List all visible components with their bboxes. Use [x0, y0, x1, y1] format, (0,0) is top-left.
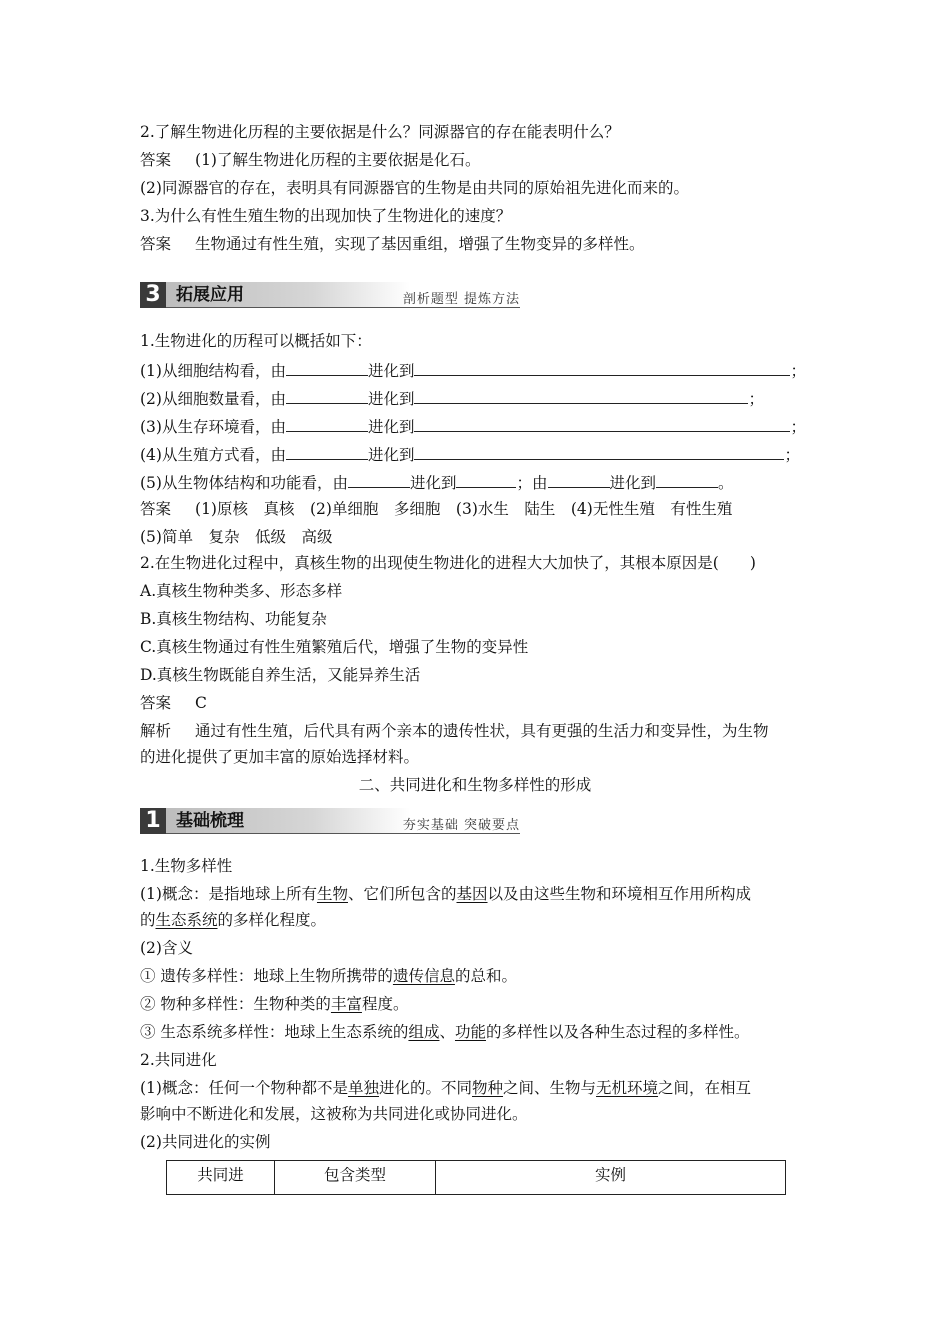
option-a: A.真核生物种类多、形态多样: [140, 582, 343, 600]
section-banner-basics: [140, 808, 520, 834]
banner-subtitle: 夯实基础 突破要点: [402, 818, 520, 833]
table-header-cell: 实例: [436, 1161, 786, 1195]
answer-2-line-1: 答案 (1)了解生物进化历程的主要依据是化石。: [140, 151, 481, 169]
exercise-2-answer: 答案 C: [140, 694, 207, 712]
banner-rule: [166, 307, 520, 308]
option-b: B.真核生物结构、功能复杂: [140, 610, 327, 628]
coevolution-table: [166, 1160, 786, 1195]
biodiversity-heading: 1.生物多样性: [140, 857, 233, 875]
exercise-2-stem: 2.在生物进化过程中，真核生物的出现使生物进化的进程大大加快了，其根本原因是( ): [140, 554, 756, 572]
section-banner-extension: [140, 282, 520, 308]
banner-rule: [166, 833, 520, 834]
table-header-row: [167, 1161, 786, 1195]
banner-title: 基础梳理: [166, 808, 410, 834]
species-diversity: ② 物种多样性：生物种类的丰富程度。: [140, 995, 409, 1013]
genetic-diversity: ① 遗传多样性：地球上生物所携带的遗传信息的总和。: [140, 967, 517, 985]
question-3: 3.为什么有性生殖生物的出现加快了生物进化的速度？: [140, 207, 512, 225]
banner-number: 3: [140, 282, 166, 308]
option-d: D.真核生物既能自养生活，又能异养生活: [140, 666, 421, 684]
banner-subtitle: 剖析题型 提炼方法: [402, 292, 520, 307]
biodiversity-concept-2: 的生态系统的多样化程度。: [140, 911, 327, 929]
coevolution-concept-2: 影响中不断进化和发展，这被称为共同进化或协同进化。: [140, 1105, 528, 1123]
exercise-2-explanation-1: 解析 通过有性生殖，后代具有两个亲本的遗传性状，具有更强的生活力和变异性，为生物: [140, 722, 769, 740]
exercise-1-line-5: (5)从生物体结构和功能看，由 进化到 ；由 进化到 。: [140, 471, 734, 493]
biodiversity-concept-1: (1)概念：是指地球上所有生物、它们所包含的基因以及由这些生物和环境相互作用所构成: [140, 885, 752, 903]
answer-3: 答案 生物通过有性生殖，实现了基因重组，增强了生物变异的多样性。: [140, 235, 645, 253]
exercise-1-answer-1: 答案 (1)原核 真核 (2)单细胞 多细胞 (3)水生 陆生 (4)无性生殖 有性生殖: [140, 500, 733, 518]
answer-2-line-2: (2)同源器官的存在，表明具有同源器官的生物是由共同的原始祖先进化而来的。: [140, 179, 689, 197]
exercise-1-line-2: (2)从细胞数量看，由 进化到 ；: [140, 387, 764, 409]
table-header-cell: 包含类型: [275, 1161, 436, 1195]
banner-title: 拓展应用: [166, 282, 410, 308]
section-2-title: 二、共同进化和生物多样性的形成: [358, 776, 592, 794]
exercise-1-answer-2: (5)简单 复杂 低级 高级: [140, 528, 333, 546]
option-c: C.真核生物通过有性生殖繁殖后代，增强了生物的变异性: [140, 638, 529, 656]
exercise-1-line-1: (1)从细胞结构看，由 进化到 ；: [140, 359, 806, 381]
exercise-1-line-3: (3)从生存环境看，由 进化到 ；: [140, 415, 806, 437]
exercise-2-explanation-2: 的进化提供了更加丰富的原始选择材料。: [140, 748, 420, 766]
coevolution-examples-heading: (2)共同进化的实例: [140, 1133, 271, 1151]
coevolution-concept-1: (1)概念：任何一个物种都不是单独进化的。不同物种之间、生物与无机环境之间，在相互: [140, 1079, 752, 1097]
biodiversity-meaning: (2)含义: [140, 939, 193, 957]
banner-number: 1: [140, 808, 166, 834]
ecosystem-diversity: ③ 生态系统多样性：地球上生态系统的组成、功能的多样性以及各种生态过程的多样性。: [140, 1023, 750, 1041]
question-2: 2.了解生物进化历程的主要依据是什么？同源器官的存在能表明什么？: [140, 123, 620, 141]
exercise-1-line-4: (4)从生殖方式看，由 进化到 ；: [140, 443, 800, 465]
exercise-1-stem: 1.生物进化的历程可以概括如下：: [140, 332, 372, 350]
table-header-cell: 共同进: [167, 1161, 275, 1195]
coevolution-heading: 2.共同进化: [140, 1051, 217, 1069]
